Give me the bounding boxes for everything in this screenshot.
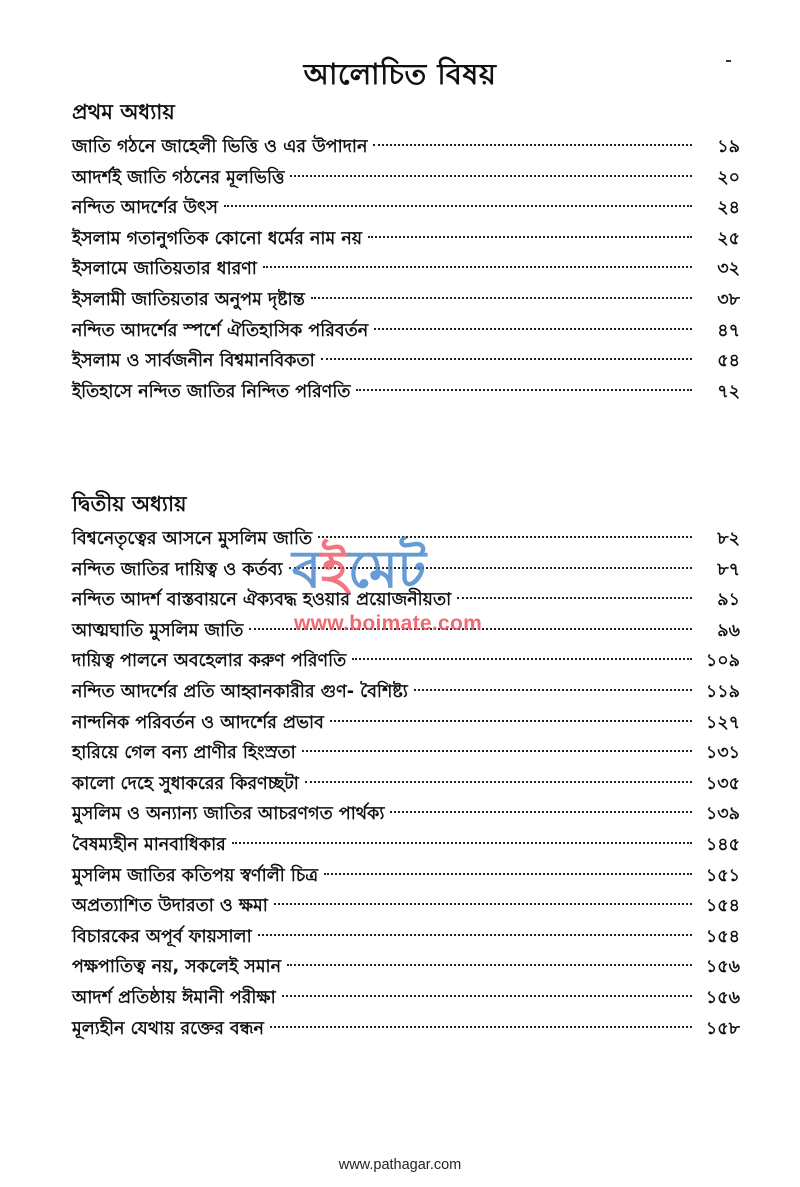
chapter-heading: প্রথম অধ্যায়: [72, 100, 175, 124]
watermark-url: www.boimate.com: [294, 612, 483, 635]
toc-entry-page: ১৫৬: [705, 987, 740, 1008]
toc-entry-title: পক্ষপাতিত্ব নয়, সকলেই সমান: [72, 957, 282, 978]
toc-entry-page: ৯১: [717, 590, 740, 611]
toc-entry-page: ১৯: [717, 137, 740, 157]
dot-leader: [290, 175, 692, 177]
toc-entry-page: ১৪৫: [705, 834, 740, 855]
dot-leader: [330, 720, 692, 722]
toc-entry-title: ইতিহাসে নন্দিত জাতির নিন্দিত পরিণতি: [72, 381, 351, 402]
watermark-logo-part: ই: [320, 540, 349, 600]
toc-entry-page: ১০৯: [705, 651, 740, 672]
dot-leader: [302, 750, 692, 752]
dot-leader: [249, 628, 692, 630]
dot-leader: [258, 934, 692, 936]
toc-entry-page: ৭২: [717, 381, 740, 402]
toc-entry[interactable]: [72, 891, 740, 922]
toc-entry[interactable]: [72, 555, 740, 586]
dot-leader: [321, 358, 692, 360]
dot-leader: [457, 597, 692, 599]
dot-leader: [318, 536, 692, 538]
toc-entry-title: নন্দিত আদর্শ বাস্তবায়নে ঐক্যবদ্ধ হওয়ার প্রয়োজনীয়তা: [72, 590, 452, 611]
toc-entry[interactable]: [72, 132, 740, 163]
toc-entry-page: ১২৭: [705, 712, 740, 733]
toc-entry-page: ১৫৮: [705, 1018, 740, 1039]
toc-entry-title: দায়িত্ব পালনে অবহেলার করুণ পরিণতি: [72, 651, 347, 672]
dot-leader: [390, 811, 692, 813]
dot-leader: [356, 389, 692, 391]
toc-entry-title: নন্দিত জাতির দায়িত্ব ও কর্তব্য: [72, 559, 283, 580]
chapter-section-2: [72, 486, 740, 1044]
dot-leader: [305, 781, 692, 783]
toc-entry-title: নন্দিত আদর্শের প্রতি আহ্বানকারীর গুণ- বৈশিষ্ট্য: [72, 681, 408, 702]
toc-entry-page: ৪৭: [717, 320, 740, 341]
toc-entry[interactable]: [72, 585, 740, 616]
toc-entry[interactable]: [72, 254, 740, 285]
toc-entry-page: ৯৬: [717, 620, 740, 641]
toc-entry[interactable]: [72, 285, 740, 316]
chapter-section-1: [72, 94, 740, 407]
dot-leader: [282, 995, 692, 997]
watermark-logo-part: ব: [292, 540, 321, 600]
scan-mark: [726, 60, 731, 62]
page-title: আলোচিত বিষয়: [303, 57, 497, 91]
toc-entry[interactable]: [72, 616, 740, 647]
toc-entry-page: ৩২: [717, 259, 740, 280]
toc-entry-page: ১১৯: [705, 681, 740, 702]
toc-entry-page: ১৩৯: [705, 804, 740, 825]
toc-entry[interactable]: [72, 922, 740, 953]
dot-leader: [232, 842, 692, 844]
toc-entry[interactable]: [72, 524, 740, 555]
dot-leader: [324, 873, 692, 875]
toc-entry[interactable]: [72, 799, 740, 830]
toc-entry-title: জাতি গঠনে জাহেলী ভিত্তি ও এর উপাদান: [72, 137, 368, 157]
toc-entry-page: ১৩১: [705, 743, 740, 764]
toc-entry[interactable]: [72, 861, 740, 892]
toc-entry-page: ২৫: [717, 228, 740, 249]
dot-leader: [414, 689, 692, 691]
toc-entry[interactable]: [72, 163, 740, 194]
toc-entry-title: নন্দিত আদর্শের উৎস: [72, 198, 218, 219]
toc-entry[interactable]: [72, 646, 740, 677]
toc-entry-title: নন্দিত আদর্শের স্পর্শে ঐতিহাসিক পরিবর্তন: [72, 320, 369, 341]
dot-leader: [373, 144, 692, 146]
dot-leader: [352, 658, 692, 660]
dot-leader: [274, 903, 692, 905]
toc-entry[interactable]: [72, 830, 740, 861]
dot-leader: [289, 567, 692, 569]
toc-entry[interactable]: [72, 677, 740, 708]
toc-entry-title: বিশ্বনেতৃত্বের আসনে মুসলিম জাতি: [72, 529, 313, 549]
footer-url: www.pathagar.com: [338, 1157, 462, 1173]
dot-leader: [374, 328, 692, 330]
toc-entry-page: ২৪: [717, 198, 740, 219]
toc-entry-title: আত্মঘাতি মুসলিম জাতি: [72, 620, 244, 641]
toc-entry[interactable]: [72, 193, 740, 224]
toc-entry-title: অপ্রত্যাশিত উদারতা ও ক্ষমা: [72, 896, 268, 917]
toc-entry-page: ৩৮: [717, 289, 740, 310]
toc-entry-page: ১৫৪: [705, 926, 740, 947]
toc-entry[interactable]: [72, 1014, 740, 1045]
toc-entry-page: ১৫৬: [705, 957, 740, 978]
toc-entry-title: আদর্শ প্রতিষ্ঠায় ঈমানী পরীক্ষা: [72, 987, 276, 1008]
toc-entry-title: বৈষম্যহীন মানবাধিকার: [72, 834, 226, 855]
watermark-logo-part: মেট: [348, 540, 427, 600]
toc-entry-title: আদর্শই জাতি গঠনের মূলভিত্তি: [72, 167, 285, 188]
toc-entry[interactable]: [72, 952, 740, 983]
toc-entry[interactable]: [72, 316, 740, 347]
dot-leader: [287, 964, 692, 966]
toc-entry-title: ইসলামে জাতিয়তার ধারণা: [72, 259, 257, 280]
toc-entry-title: নান্দনিক পরিবর্তন ও আদর্শের প্রভাব: [72, 712, 324, 733]
toc-entry[interactable]: [72, 983, 740, 1014]
dot-leader: [224, 205, 692, 207]
toc-entry-page: ১৫৪: [705, 896, 740, 917]
toc-entry-page: ১৫১: [705, 865, 740, 886]
toc-entry[interactable]: [72, 377, 740, 408]
toc-entry[interactable]: [72, 738, 740, 769]
dot-leader: [270, 1026, 692, 1028]
toc-entry[interactable]: [72, 769, 740, 800]
toc-entry-title: মূল্যহীন যেথায় রক্তের বন্ধন: [72, 1018, 264, 1039]
toc-entry-title: হারিয়ে গেল বন্য প্রাণীর হিংস্রতা: [72, 743, 296, 764]
toc-entry-title: মুসলিম জাতির কতিপয় স্বর্ণালী চিত্র: [72, 865, 319, 886]
dot-leader: [263, 266, 692, 268]
toc-entry-page: ১৩৫: [705, 773, 740, 794]
toc-entry-page: ৮৭: [717, 559, 740, 580]
toc-entry-title: ইসলাম গতানুগতিক কোনো ধর্মের নাম নয়: [72, 228, 363, 249]
dot-leader: [311, 297, 692, 299]
toc-entry[interactable]: [72, 708, 740, 739]
toc-entry-title: ইসলাম ও সার্বজনীন বিশ্বমানবিকতা: [72, 351, 315, 372]
dot-leader: [368, 236, 692, 238]
toc-entry[interactable]: [72, 346, 740, 377]
toc-entry[interactable]: [72, 224, 740, 255]
toc-entry-page: ৫৪: [717, 351, 740, 372]
toc-entry-page: ২০: [717, 167, 740, 188]
toc-entry-title: কালো দেহে সুধাকরের কিরণচ্ছটা: [72, 773, 299, 794]
chapter-heading: দ্বিতীয় অধ্যায়: [72, 492, 187, 516]
toc-entry-page: ৮২: [717, 529, 740, 549]
toc-entry-title: বিচারকের অপূর্ব ফায়সালা: [72, 926, 252, 947]
toc-entry-title: ইসলামী জাতিয়তার অনুপম দৃষ্টান্ত: [72, 289, 305, 310]
toc-entry-title: মুসলিম ও অন্যান্য জাতির আচরণগত পার্থক্য: [72, 804, 385, 825]
